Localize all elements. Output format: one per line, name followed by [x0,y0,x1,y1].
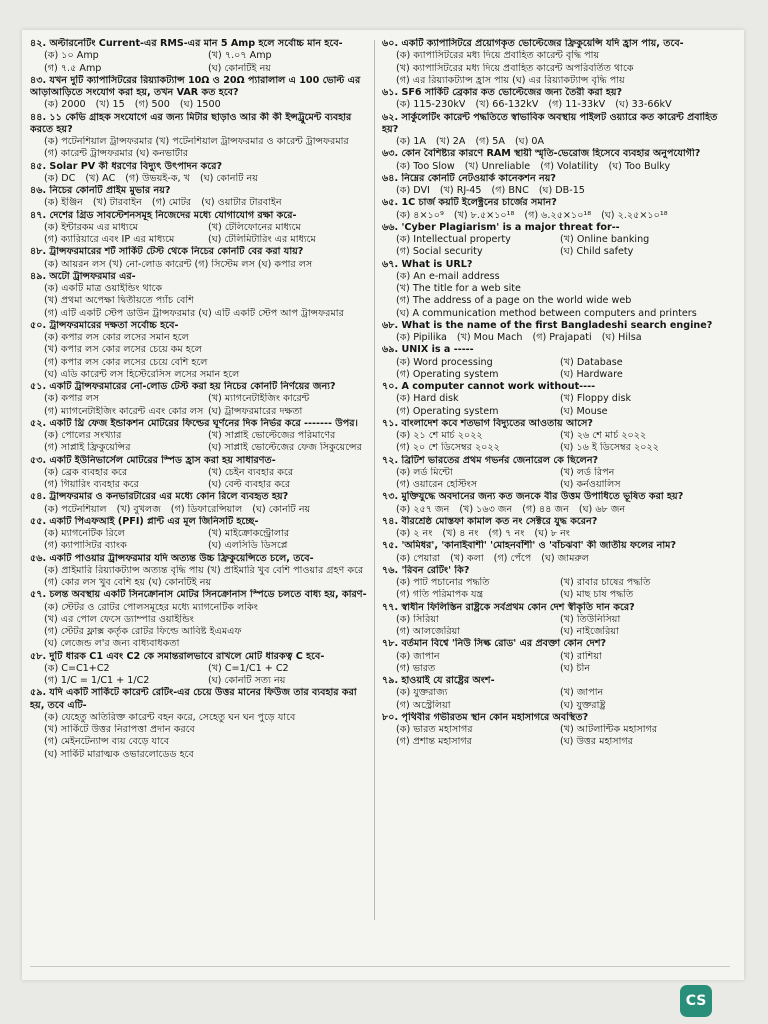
option-list [382,332,724,344]
answer-option: (খ) প্রথমা অপেক্ষা দ্বিতীয়তে প্যাঁচ বেশি [44,295,194,307]
answer-option: (ক) DC [44,172,76,184]
answer-option: (ক) একটি মাত্র ওয়াইন্ডিং থাকে [44,283,163,294]
option-list [382,528,724,540]
option-list [382,504,724,516]
option-list [30,197,372,209]
answer-option: (ঘ) 0A [514,136,545,147]
question-text: ৬০. একটি ক্যাপাসিটরে প্রয়োগকৃত ভোল্টেজের ফ্রিকুয়েন্সি যদি হ্রাস পায়, তবে- [382,38,684,49]
answer-option: (গ) গতি পরিমাপক যন্ত্র [396,589,484,601]
answer-option: (গ) Operating system [396,405,499,417]
option-list [30,528,372,553]
question-text: ৪৬. নিচের কোনটি প্রাইম মুভার নয়? [30,185,171,196]
answer-option: (ক) ব্রেক ব্যবহার করে [44,466,128,478]
answer-option: (ঘ) এলসিডি ডিসপ্লে [208,540,288,552]
answer-option: (ঘ) Too Bulky [608,160,671,172]
question-block [30,589,372,650]
question-block [30,491,372,516]
answer-option: (ক) যুক্তরাজ্য [396,687,448,699]
answer-option: (ঘ) কোনটি নয় [199,172,258,184]
answer-option: (খ) Database [560,356,623,368]
answer-option: (ঘ) জামরুল [541,552,589,564]
option-list [382,577,724,602]
answer-option: (ক) পেয়ারা [396,552,441,564]
answer-option: (ক) ভারত মহাসাগর [396,724,473,735]
answer-option: (ঘ) সাপ্লাই ভোল্টেজের ফেজ সিকুয়েন্সের [208,442,362,454]
question-text: ৭৪. বীরশ্রেষ্ঠ মোস্তফা কামাল কত নং সেক্টরে যুদ্ধ করেন? [382,515,598,527]
answer-option: (খ) সার্কিটে উত্তর নিরাপত্তা প্রদান করবে [44,724,195,735]
answer-option: (ক) সিরিয়া [396,613,439,625]
option-list [382,210,724,222]
option-list [382,393,724,418]
question-text: ৫৮. দুটি ধারক C1 এবং C2 কে সমান্তরালভাবে রাখলে মোট ধারকত্ব C হবে- [30,650,325,662]
option-list [30,504,372,516]
answer-option: (গ) স্টেটর ফ্লাক্স কর্তৃক রোটর ফিল্ডে আবিষ্ট ইএমএফ [44,626,242,637]
answer-option: (ক) 115-230kV [396,99,466,111]
answer-option: (গ) ২০ শে ডিসেম্বর ২০২২ [396,442,500,454]
option-list [382,357,724,382]
answer-option: (ক) Too Slow [396,160,455,172]
answer-option: (গ) ভারত [396,662,436,674]
answer-option: (খ) 66-132kV [475,99,539,111]
answer-option: (ক) Pipilika [396,332,447,343]
question-block [382,602,724,639]
question-text: ৫৪. ট্রান্সফরমার ও কনভারটারের এর মধ্যে কোন রিলে ব্যবহৃত হয়? [30,491,289,503]
footer-rule [30,966,730,967]
answer-option: (খ) Mou Mach [456,332,523,343]
answer-option: (ঘ) 33-66kV [615,99,672,111]
answer-option: (ক) ইন্টারকম এর মাধ্যমে [44,221,139,233]
answer-option: (গ) ৭ নং [488,528,525,539]
question-text: ৬১. SF6 সার্কিট ব্রেকার কত ভোল্টেজের জন্য তৈরী করা হয়? [382,87,623,98]
answer-option: (ঘ) Child safety [560,246,634,258]
answer-option: (ঘ) যুক্তরাষ্ট্র [560,699,606,711]
answer-option: (গ) ক্যাপাসিটর ব্যাংক [44,540,127,552]
question-block [30,185,372,210]
question-text: ৭১. বাংলাদেশ কবে শতভাগ বিদ্যুতের আওতায় আসে? [382,417,593,429]
answer-option: (ক) DVI [396,185,430,196]
answer-option: (গ) 5A [475,136,505,147]
question-block [30,320,372,381]
question-text: ৭২. ব্রিটিশ ভারতের প্রথম গভর্নর জেনারেল কে ছিলেন? [382,454,599,466]
answer-option: (খ) Floppy disk [560,393,632,405]
answer-option: (গ) আলজেরিয়া [396,626,461,637]
answer-option: (ক) ২ নং [396,528,433,539]
answer-option: (খ) সাপ্লাই ভোল্টেজের পরিমাণের [208,430,336,441]
question-block [382,540,724,565]
option-list [382,614,724,639]
answer-option: (খ) চেইন ব্যবহার করে [208,466,294,478]
question-block [382,418,724,455]
question-block [30,553,372,590]
answer-option: (গ) এর রিয়্যাকট্যান্স হ্রাস পায় (ঘ) এর রিয়্যাকট্যান্স বৃদ্ধি পায় [396,74,625,86]
option-list [382,467,724,492]
question-block [382,344,724,381]
question-text: ৪৪. ১১ কেভি গ্রাহক সংযোগে এর জন্য মিটার ছাড়াও আর কী কী ইন্সট্রুমেন্ট ব্যবহার করতে হয়? [30,111,352,135]
option-list [30,565,372,590]
question-text: ৬৩. কোন বৈশিষ্ট্যর কারণে RAM স্থায়ী স্মৃতি-ভেরোজ হিসেবে ব্যবহার অনুপযোগী? [382,148,701,160]
answer-option: (ক) পোলের সংখ্যার [44,430,122,441]
answer-option: (ঘ) মাছ চাষ পদ্ধতি [560,589,634,601]
question-text: ৮০. পৃথিবীর গভীরতম স্থান কোন মহাসাগরে অবস্থিত? [382,711,589,723]
question-block [30,455,372,492]
question-text: ৭৫. 'অমিধর', 'কানাইবাশী' 'মোহনবাঁশী' ও 'বাঁচঝবা' কী জাতীয় ফলের নাম? [382,540,677,552]
option-list [30,430,372,455]
question-block [382,565,724,602]
question-block [382,381,724,418]
answer-option: (ঘ) উত্তর মহাসাগর [560,736,633,748]
question-text: ৫০. ট্রান্সফরমারের দক্ষতা সর্বোচ্চ হবে- [30,319,179,331]
answer-option: (খ) টারবাইন [92,197,142,209]
answer-option: (খ) রাবার চাষের পদ্ধতি [560,577,651,588]
question-block [30,210,372,247]
question-text: ৪৮. ট্রান্সফরমারের শর্ট সার্কিট টেস্ট থেকে নিচের কোনটি বের করা যায়? [30,246,304,258]
question-block [30,418,372,455]
option-list [30,173,372,185]
answer-option: (গ) Prajapati [532,332,592,343]
answer-option: (গ) এটি একটি স্টেপ ডাউন ট্রান্সফরমার (ঘ) এটি একটি স্টেপ আপ ট্রান্সফরমার [44,307,344,319]
answer-option: (ক) লর্ড মিন্টো [396,466,453,478]
option-list [382,234,724,259]
answer-option: (ঘ) এডি কারেন্ট লস হিস্টেরেসিস লসের সমান হলে [44,368,240,380]
option-list [382,185,724,197]
question-block [30,246,372,271]
camscanner-logo: CS [680,985,712,1017]
answer-option: (গ) The address of a page on the world wide web [396,295,632,307]
question-text: ৫৯. যদি একটি সার্কিটে কারেন্ট রেটিং-এর চেয়ে উত্তর মানের ফিউজ তার ব্যবহার করা হয়, তবে এটি- [30,687,357,711]
option-list [30,393,372,418]
answer-option: (খ) ক্যাপাসিটরের মধ্য দিয়ে প্রবাহিত কারেন্ট অপরিবর্তিত থাকে [396,62,634,74]
option-list [30,332,372,381]
question-text: ৬৯. UNIX is a ----- [382,344,474,356]
answer-option: (ঘ) 1500 [179,99,221,111]
option-list [382,50,724,87]
answer-option: (খ) কপার লস কোর লসের চেয়ে কম হলে [44,344,202,356]
answer-option: (ক) C=C1+C2 [44,662,110,674]
option-list [30,259,372,271]
column-divider [374,40,375,920]
answer-option: (ক) Word processing [396,356,493,368]
answer-option: (খ) RJ-45 [439,185,482,196]
answer-option: (গ) Volatility [540,160,599,172]
question-text: ৪৭. দেশের গ্রিড সাবস্টেশনসমূহ নিজেদের মধ্যে যোগাযোগ রক্ষা করে- [30,209,297,221]
question-block [30,516,372,553]
question-text: ৭৭. স্বাধীন ফিলিস্তিন রাষ্ট্রকে সর্বপ্রথম কোন দেশ স্বীকৃতি দান করে? [382,601,635,613]
option-list [382,136,724,148]
answer-option: (ক) যেহেতু অতিরিক্ত কারেন্ট বহন করে, সেহেতু ঘন ঘন পুড়ে যাবে [44,711,296,723]
answer-option: (গ) কারেন্ট ট্রান্সফরমার (ঘ) কনভার্টার [44,148,189,160]
answer-option: (ক) ম্যাগনেটিক রিলে [44,528,125,539]
question-text: ৫১. একটি ট্রান্সফরমারের নো-লোড টেস্ট করা হয় নিচের কোনটি নির্ণয়ের জন্য? [30,381,336,392]
question-text: ৪৫. Solar PV কী ধরণের বিদ্যুৎ উৎপাদন করে? [30,160,223,172]
question-text: ৪৯. অটো ট্রান্সফরমার এর- [30,270,136,282]
option-list [382,99,724,111]
right-column [382,38,724,749]
answer-option: (ঘ) চীন [560,662,591,674]
question-block [382,320,724,345]
answer-option: (ক) পাট পচানোর পদ্ধতি [396,577,490,588]
answer-option: (খ) Unreliable [464,160,531,172]
exam-page [22,30,744,980]
option-list [30,712,372,761]
question-block [382,87,724,112]
option-list [30,467,372,492]
question-block [30,651,372,688]
question-block [382,455,724,492]
answer-option: (গ) গিয়ারিং ব্যবহার করে [44,479,139,490]
answer-option: (খ) C=1/C1 + C2 [208,662,289,674]
option-list [30,602,372,651]
option-list [382,161,724,173]
question-text: ৭৩. মুক্তিযুদ্ধে অবদানের জন্য কত জনকে বীর উত্তম উপাধিতে ভূষিত করা হয়? [382,491,684,503]
question-block [30,687,372,761]
option-list [30,50,372,75]
question-block [30,38,372,75]
question-block [30,112,372,161]
answer-option: (ঘ) Hilsa [601,332,642,343]
answer-option: (খ) ১৬৩ জন [459,503,513,515]
answer-option: (ক) Intellectual property [396,234,511,245]
question-text: ৪৩. যখন দুটি ক্যাপাসিটরের রিয়্যাকট্যান্স 10Ω ও 20Ω প্যারালাল এ 100 ভোল্ট এর আড়াআড়িতে সংযোগ করা হয়, তখন VAR কত হবে? [30,74,361,98]
answer-option: (গ) 11-33kV [548,99,606,111]
answer-option: (খ) ৮.৫×১০¹⁸ [453,209,515,221]
answer-option: (ক) ২৫৭ জন [396,503,450,515]
question-text: ৫৫. একটি পিএফআই (PFI) প্লান্ট এর মূল জিনিসটি হচ্ছে- [30,515,259,527]
option-list [30,222,372,247]
answer-option: (ঘ) বেল্ট ব্যবহার করে [208,479,291,490]
answer-option: (খ) AC [85,172,116,184]
question-block [30,75,372,112]
answer-option: (খ) লর্ড রিপন [560,466,615,478]
left-column [30,38,372,761]
answer-option: (খ) The title for a web site [396,283,521,294]
answer-option: (গ) পেঁপে [493,552,532,564]
answer-option: (গ) ৪৪ জন [522,503,569,515]
question-text: ৭৯. হাওয়াই যে রাষ্ট্রের অংশ- [382,675,495,686]
question-text: ৭৬. 'রিবন রেটিং' কি? [382,564,470,576]
answer-option: (গ) মোটর [151,197,192,209]
answer-option: (ঘ) DB-15 [538,185,585,196]
answer-option: (ক) 2000 [44,99,86,111]
option-list [382,271,724,320]
question-block [382,38,724,87]
answer-option: (গ) অস্ট্রেলিয়া [396,699,451,711]
answer-option: (খ) আটলান্টিক মহাসাগর [560,724,658,735]
question-text: ৫৭. চলন্ত অবস্থায় একটি সিনক্রোনাস মোটর সিনক্রোনাস স্পিডে চলতে বাধ্য হয়, কারণ- [30,589,367,601]
answer-option: (ক) জাপান [396,650,440,662]
option-list [30,136,372,161]
answer-option: (ক) 1A [396,136,426,147]
answer-option: (গ) মেইনটেন্যান্স ব্যয় বেড়ে যাবে [44,736,170,748]
question-text: ৭০. A computer cannot work without---- [382,381,596,392]
answer-option: (গ) কোর লস খুব বেশি হয় (ঘ) কোনটিই নয় [44,577,212,588]
question-block [382,259,724,320]
answer-option: (ঘ) লেজেন্ড ল'র জন্য বাধ্যবাধকতা [44,638,180,650]
answer-option: (গ) ওয়ারেন হেস্টিংস [396,479,478,490]
answer-option: (ক) কপার লস কোর লসের সমান হলে [44,332,189,343]
answer-option: (গ) 500 [134,99,170,111]
answer-option: (খ) তিউনিসিয়া [560,613,621,625]
answer-option: (ক) ১০ Amp [44,50,99,62]
answer-option: (খ) এর পোল ফেসে ড্যাম্পার ওয়াইন্ডিং [44,613,194,625]
answer-option: (ক) পটেনশিয়াল [44,503,107,515]
option-list [30,99,372,111]
option-list [382,553,724,565]
answer-option: (ক) আয়রন লস (খ) নো-লোড কারেন্ট (গ) সিস্টেম লস (ঘ) কপার লস [44,258,313,270]
option-list [30,283,372,320]
question-text: ৫৬. একটি পাওয়ার ট্রান্সফরমার যদি অত্যন্ত উচ্চ ফ্রিকুয়েন্সিতে চলে, তবে- [30,552,314,564]
answer-option: (ক) Hard disk [396,393,459,405]
answer-option: (গ) 1/C = 1/C1 + 1/C2 [44,675,150,686]
answer-option: (খ) 2A [435,136,466,147]
question-text: ৬৪. নিম্নের কোনটি নেটওয়ার্ক কানেকশন নয়? [382,172,556,184]
question-block [382,148,724,173]
option-list [382,430,724,455]
answer-option: (ক) ক্যাপাসিটরের মধ্য দিয়ে প্রবাহিত কারেন্ট বৃদ্ধি পায় [396,50,600,62]
question-block [30,271,372,320]
answer-option: (ক) প্রাইমারি রিয়্যাকট্যান্স অত্যন্ত বৃদ্ধি পায় (খ) প্রাইমারি খুব বেশি পাওয়ার গ্রহণ করে [44,564,364,576]
question-block [382,222,724,259]
answer-option: (গ) কপার লস কোর লসের চেয়ে বেশি হলে [44,356,208,368]
answer-option: (ঘ) A communication method between computers and printers [396,307,697,319]
answer-option: (গ) ডিফারেন্সিয়াল [170,503,243,515]
answer-option: (খ) Online banking [560,234,650,245]
answer-option: (গ) প্রশান্ত মহাসাগর [396,736,472,748]
answer-option: (খ) ম্যাগনেটাইজিং কারেন্ট [208,393,310,405]
answer-option: (গ) ক্যারিয়ারে এবং IP এর মাধ্যমে [44,234,175,245]
answer-option: (ঘ) Mouse [560,405,608,417]
question-block [382,712,724,749]
answer-option: (ঘ) কোনটিই নয় [208,62,271,74]
question-text: ৬৫. 1C চার্জ কয়টি ইলেক্ট্রনের চার্জের সমান? [382,197,557,209]
answer-option: (খ) কলা [450,552,484,564]
answer-option: (খ) রাশিয়া [560,650,602,662]
answer-option: (ক) ইঞ্জিন [44,197,83,209]
answer-option: (ঘ) ২.২৫×১০¹⁸ [601,209,668,221]
question-text: ৫২. একটি থ্রি ফেজ ইন্ডাকশন মোটরের ফিল্ডের ঘূর্ণনের দিক নির্ভর করে ------- উপর। [30,417,358,429]
answer-option: (গ) উভয়ই-ক, খ [125,172,190,184]
option-list [30,663,372,688]
question-text: ৬২. সার্কুলেটিং কারেন্ট পদ্ধতিতে স্বাভাবিক অবস্থায় পাইলট ওয়্যারে কত কারেন্ট প্রবাহিত হয়? [382,111,718,135]
question-text: ৫৩. একটি ইউনিভার্সেল মোটরের স্পিড হ্রাস করা হয় সাধারণত- [30,454,276,466]
answer-option: (ঘ) ৬৮ জন [578,503,626,515]
question-text: ৪২. অল্টারনেটিং Current-এর RMS-এর মান 5 Amp হলে সর্বোচ্চ মান হবে- [30,38,343,49]
question-block [382,675,724,712]
option-list [382,724,724,749]
answer-option: (ঘ) Hardware [560,368,623,380]
answer-option: (ঘ) ট্রান্সফরমারের দক্ষতা [208,405,303,417]
answer-option: (গ) ৬.২৫×১০¹⁸ [524,209,592,221]
answer-option: (ঘ) নাইজেরিয়া [560,626,619,637]
answer-option: (গ) ৭.৫ Amp [44,62,102,74]
question-block [30,161,372,186]
question-text: ৬৬. 'Cyber Plagiarism' is a major threat for-- [382,221,620,233]
answer-option: (ঘ) কোনটি সত্য নয় [208,675,286,686]
answer-option: (ক) পটেনশিয়াল ট্রান্সফরমার (খ) পটেনশিয়াল ট্রান্সফরমার ও কারেন্ট ট্রান্সফরমার [44,136,349,147]
answer-option: (ঘ) টেলিমিটারিং এর মাধ্যমে [208,234,316,245]
answer-option: (খ) ৪ নং [442,528,479,539]
answer-option: (খ) ৭.০৭ Amp [208,50,272,62]
answer-option: (ঘ) কোনটি নয় [252,503,311,515]
answer-option: (গ) BNC [491,185,529,196]
answer-option: (খ) বুখলজ [116,503,161,515]
answer-option: (ঘ) ৮ নং [534,528,570,539]
question-block [30,381,372,418]
question-block [382,112,724,149]
question-block [382,491,724,516]
answer-option: (ঘ) ওয়াটার টারবাইন [201,197,282,209]
question-block [382,173,724,198]
option-list [382,687,724,712]
answer-option: (ক) ৪×১০⁹ [396,209,444,221]
answer-option: (খ) জাপান [560,687,604,699]
answer-option: (গ) Operating system [396,368,499,380]
answer-option: (ঘ) কর্নওয়ালিস [560,479,621,490]
answer-option: (গ) ম্যাগনেটাইজিং কারেন্ট এবং কোর লস [44,405,204,417]
question-block [382,638,724,675]
option-list [382,651,724,676]
answer-option: (ক) An e-mail address [396,270,500,282]
answer-option: (ক) ২১ শে মার্চ ২০২২ [396,430,483,441]
question-text: ৭৮. বর্তমান বিশ্বে 'নিউ সিল্ক রোড' এর প্রবক্তা কোন দেশ? [382,638,607,650]
question-text: ৬৭. What is URL? [382,258,473,270]
answer-option: (ক) স্টেটর ও রোটর পোলসমূহের মধ্যে ম্যাগনেটিক লকিং [44,601,258,613]
answer-option: (ক) কপার লস [44,393,100,405]
answer-option: (গ) সাপ্লাই ফ্রিকুয়েন্সির [44,442,131,454]
question-block [382,197,724,222]
answer-option: (খ) টেলিফোনের মাধ্যমে [208,221,301,233]
answer-option: (গ) Social security [396,246,483,258]
answer-option: (খ) ২৬ শে মার্চ ২০২২ [560,430,647,441]
answer-option: (খ) মাইক্রোকন্ট্রোলার [208,528,290,539]
answer-option: (খ) 15 [95,99,125,111]
question-block [382,516,724,541]
question-text: ৬৮. What is the name of the first Bangladeshi search engine? [382,319,713,331]
answer-option: (ঘ) ১৬ ই ডিসেম্বর ২০২২ [560,442,659,454]
answer-option: (ঘ) সার্কিট মারাত্মক ওভারলোডেড হবে [44,748,194,760]
